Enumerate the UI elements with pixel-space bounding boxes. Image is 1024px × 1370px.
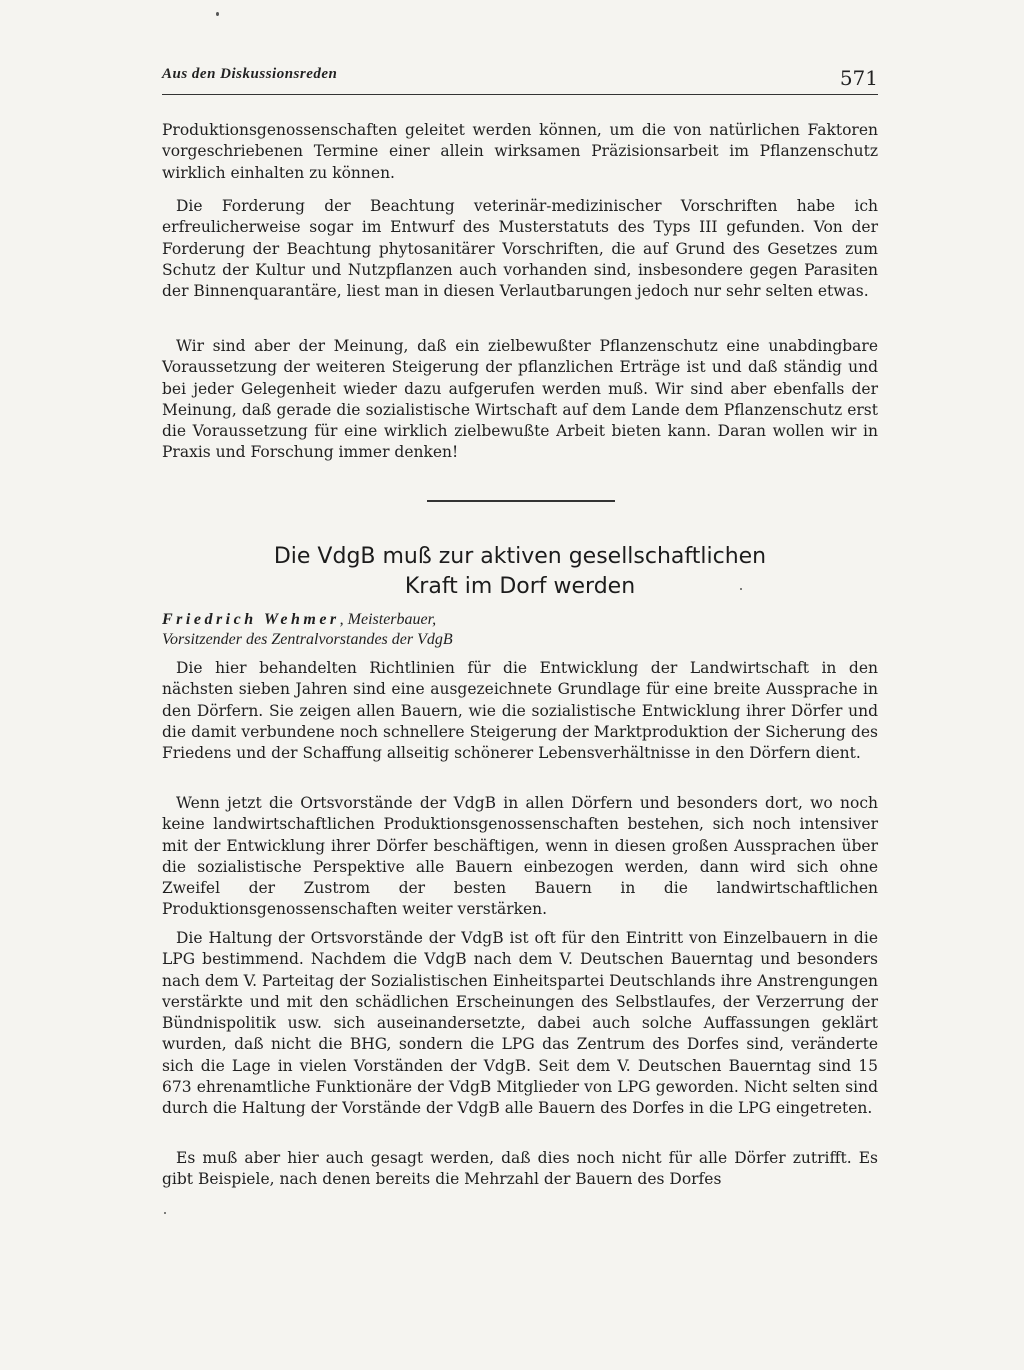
header-rule <box>162 94 878 95</box>
article-title <box>162 542 878 602</box>
paragraph: Die Forderung der Beachtung veterinär-medizinischer Vorschriften habe ich erfreulicherweise sogar im Entwurf des Musterstatuts des Typs III gefunden. Von der Forderung der Beachtung phytosanitärer Vorschriften, die auf Grund des Gesetzes zum Schutz der Kultur und Nutzpflanzen auch vorhanden sind, insbesondere gegen Parasiten der Binnenquarantäre, liest man in diesen Verlautbarungen jedoch nur sehr selten etwas. <box>162 197 878 301</box>
byline <box>162 610 878 650</box>
running-head: Aus den Diskussionsreden <box>162 66 338 82</box>
paragraph: Die Haltung der Ortsvorstände der VdgB ist oft für den Eintritt von Einzelbauern in die LPG bestimmend. Nachdem die VdgB nach dem V. Deutschen Bauerntag und besonders nach dem V. Parteitag der Sozialistischen Einheitspartei Deutschlands ihre Anstrengungen verstärkte und mit den schädlichen Erscheinungen des Selbstlaufes, der Verzerrung der Bündnispolitik usw. sich auseinandersetzte, dabei auch solche Auffassungen geklärt wurden, daß nicht die BHG, sondern die LPG das Zentrum des Dorfes sind, veränderte sich die Lage in vielen Vorständen der VdgB. Seit dem V. Deutschen Bauerntag sind 15 673 ehrenamtliche Funktionäre der VdgB Mitglieder von LPG geworden. Nicht selten sind durch die Haltung der Vorstände der VdgB alle Bauern des Dorfes in die LPG eingetreten. <box>162 929 878 1118</box>
paragraph: Wir sind aber der Meinung, daß ein zielbewußter Pflanzenschutz eine unabdingbare Voraussetzung der weiteren Steigerung der pflanzlichen Erträge ist und daß ständig und bei jeder Gelegenheit wieder dazu aufgerufen werden muß. Wir sind aber ebenfalls der Meinung, daß gerade die sozialistische Wirtschaft auf dem Lande dem Pflanzenschutz erst die Voraussetzung für eine wirklich zielbewußte Arbeit bieten kann. Daran wollen wir in Praxis und Forschung immer denken! <box>162 337 878 462</box>
page-number: 571 <box>839 66 878 90</box>
print-speck <box>216 12 219 16</box>
section-separator <box>427 500 615 502</box>
author-name: Friedrich Wehmer <box>162 611 340 628</box>
article-title-line-2: Kraft im Dorf werden <box>404 574 636 599</box>
article-title-line-1: Die VdgB muß zur aktiven gesellschaftlichen <box>273 544 767 569</box>
print-speck <box>164 1212 166 1214</box>
print-speck <box>740 588 742 590</box>
author-position: Vorsitzender des Zentralvorstandes der VdgB <box>162 631 453 648</box>
paragraph: Produktionsgenossenschaften geleitet werden können, um die von natürlichen Faktoren vorgeschriebenen Termine einer allein wirksamen Präzisionsarbeit im Pflanzenschutz wirklich einhalten zu können. <box>162 121 878 182</box>
paragraph: Wenn jetzt die Ortsvorstände der VdgB in allen Dörfern und besonders dort, wo noch keine landwirtschaftlichen Produktionsgenossenschaften bestehen, sich noch intensiver mit der Entwicklung ihrer Dörfer beschäftigen, wenn in diesen großen Aussprachen über die sozialistische Perspektive alle Bauern einbezogen werden, dann wird sich ohne Zweifel der Zustrom der besten Bauern in die landwirtschaftlichen Produktionsgenossenschaften weiter verstärken. <box>162 794 878 919</box>
paragraph: Es muß aber hier auch gesagt werden, daß dies noch nicht für alle Dörfer zutrifft. Es gibt Beispiele, nach denen bereits die Mehrzahl der Bauern des Dorfes <box>162 1149 878 1189</box>
author-role: , Meisterbauer, <box>339 611 437 628</box>
paragraph: Die hier behandelten Richtlinien für die Entwicklung der Landwirtschaft in den nächsten sieben Jahren sind eine ausgezeichnete Grundlage für eine breite Aussprache in den Dörfern. Sie zeigen allen Bauern, wie die sozialistische Entwicklung ihrer Dörfer und die damit verbundene noch schnellere Steigerung der Marktproduktion der Sicherung des Friedens und der Schaffung allseitig schönerer Lebensverhältnisse in den Dörfern dient. <box>162 659 878 763</box>
